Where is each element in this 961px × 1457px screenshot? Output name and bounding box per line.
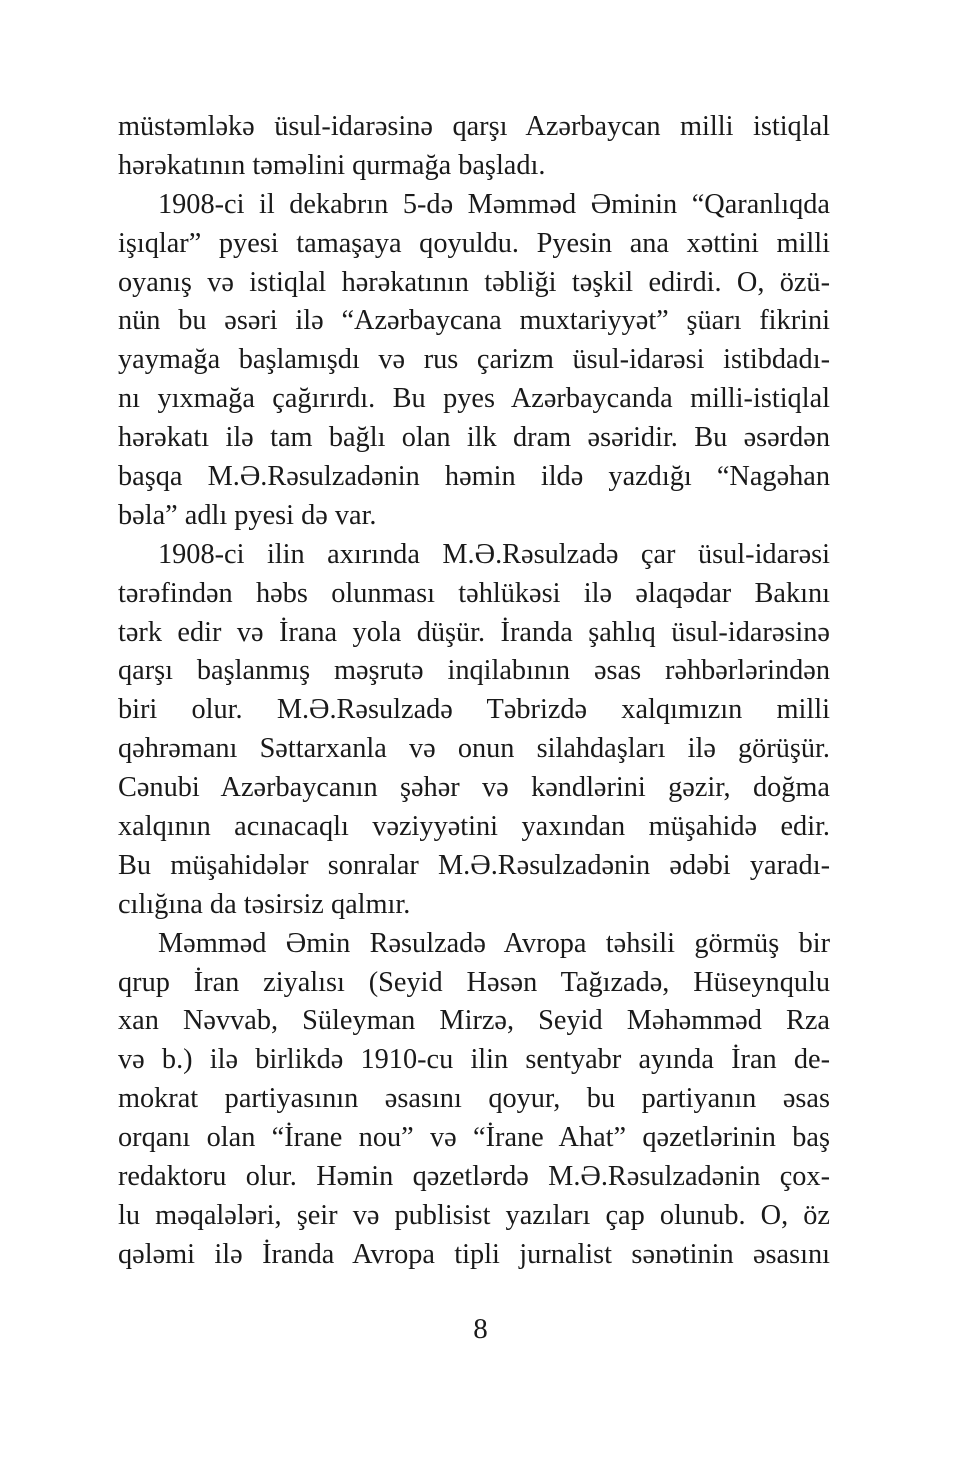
- paragraph-2: [118, 186, 830, 536]
- text-line: lu məqalələri, şeir və publisist yazıları çap olunub. O, öz: [118, 1199, 830, 1231]
- paragraph-3: [118, 536, 830, 925]
- text-line: 1908-ci il dekabrın 5-də Məmməd Əminin “Qaranlıqda: [158, 188, 830, 220]
- text-line: orqanı olan “İrane nou” və “İrane Ahat” qəzetlərinin baş: [118, 1122, 830, 1154]
- text-line: qrup İran ziyalısı (Seyid Həsən Tağızadə, Hüseynqulu: [118, 966, 830, 998]
- text-line: qəhrəmanı Səttarxanla və onun silahdaşları ilə görüşür.: [118, 733, 830, 765]
- text-line: mokrat partiyasının əsasını qoyur, bu partiyanın əsas: [118, 1083, 830, 1115]
- text-line: 1908-ci ilin axırında M.Ə.Rəsulzadə çar üsul-idarəsi: [158, 538, 830, 570]
- text-line: xan Nəvvab, Süleyman Mirzə, Seyid Məhəmməd Rza: [118, 1005, 830, 1037]
- text-line: yaymağa başlamışdı və rus çarizm üsul-idarəsi istibdadı-: [118, 344, 830, 376]
- text-line: xalqının acınacaqlı vəziyyətini yaxından müşahidə edir.: [118, 811, 830, 843]
- text-line: qələmi ilə İranda Avropa tipli jurnalist sənətinin əsasını: [118, 1238, 830, 1270]
- text-line: hərəkatının təməlini qurmağa başladı.: [118, 149, 546, 181]
- text-line: tərəfindən həbs olunması təhlükəsi ilə əlaqədar Bakını: [118, 577, 830, 609]
- text-line: işıqlar” pyesi tamaşaya qoyuldu. Pyesin ana xəttini milli: [118, 227, 830, 259]
- text-line: Məmməd Əmin Rəsulzadə Avropa təhsili görmüş bir: [158, 927, 830, 959]
- text-line: Cənubi Azərbaycanın şəhər və kəndlərini gəzir, doğma: [118, 772, 830, 804]
- text-line: hərəkatı ilə tam bağlı olan ilk dram əsəridir. Bu əsərdən: [118, 422, 830, 454]
- body-text: [118, 108, 830, 1275]
- text-line: biri olur. M.Ə.Rəsulzadə Təbrizdə xalqımızın milli: [118, 694, 830, 726]
- text-line: və b.) ilə birlikdə 1910-cu ilin sentyabr ayında İran de-: [118, 1044, 830, 1076]
- text-line: redaktoru olur. Həmin qəzetlərdə M.Ə.Rəsulzadənin çox-: [118, 1161, 830, 1193]
- text-line: tərk edir və İrana yola düşür. İranda şahlıq üsul-idarəsinə: [118, 616, 830, 648]
- text-line: qarşı başlanmış məşrutə inqilabının əsas rəhbərlərindən: [118, 655, 830, 687]
- paragraph-4: [118, 925, 830, 1275]
- page-number: 8: [473, 1313, 488, 1345]
- text-line: cılığına da təsirsiz qalmır.: [118, 888, 411, 920]
- text-line: oyanış və istiqlal hərəkatının təbliği təşkil edirdi. O, özü-: [118, 266, 830, 298]
- text-line: müstəmləkə üsul-idarəsinə qarşı Azərbaycan milli istiqlal: [118, 111, 830, 142]
- text-line: nün bu əsəri ilə “Azərbaycana muxtariyyət” şüarı fikrini: [118, 305, 830, 337]
- text-line: nı yıxmağa çağırırdı. Bu pyes Azərbaycanda milli-istiqlal: [118, 383, 830, 415]
- text-line: Bu müşahidələr sonralar M.Ə.Rəsulzadənin ədəbi yaradı-: [118, 849, 830, 881]
- text-line: bəla” adlı pyesi də var.: [118, 499, 377, 531]
- paragraph-1: [118, 108, 830, 186]
- text-line: başqa M.Ə.Rəsulzadənin həmin ildə yazdığı “Nagəhan: [118, 461, 830, 493]
